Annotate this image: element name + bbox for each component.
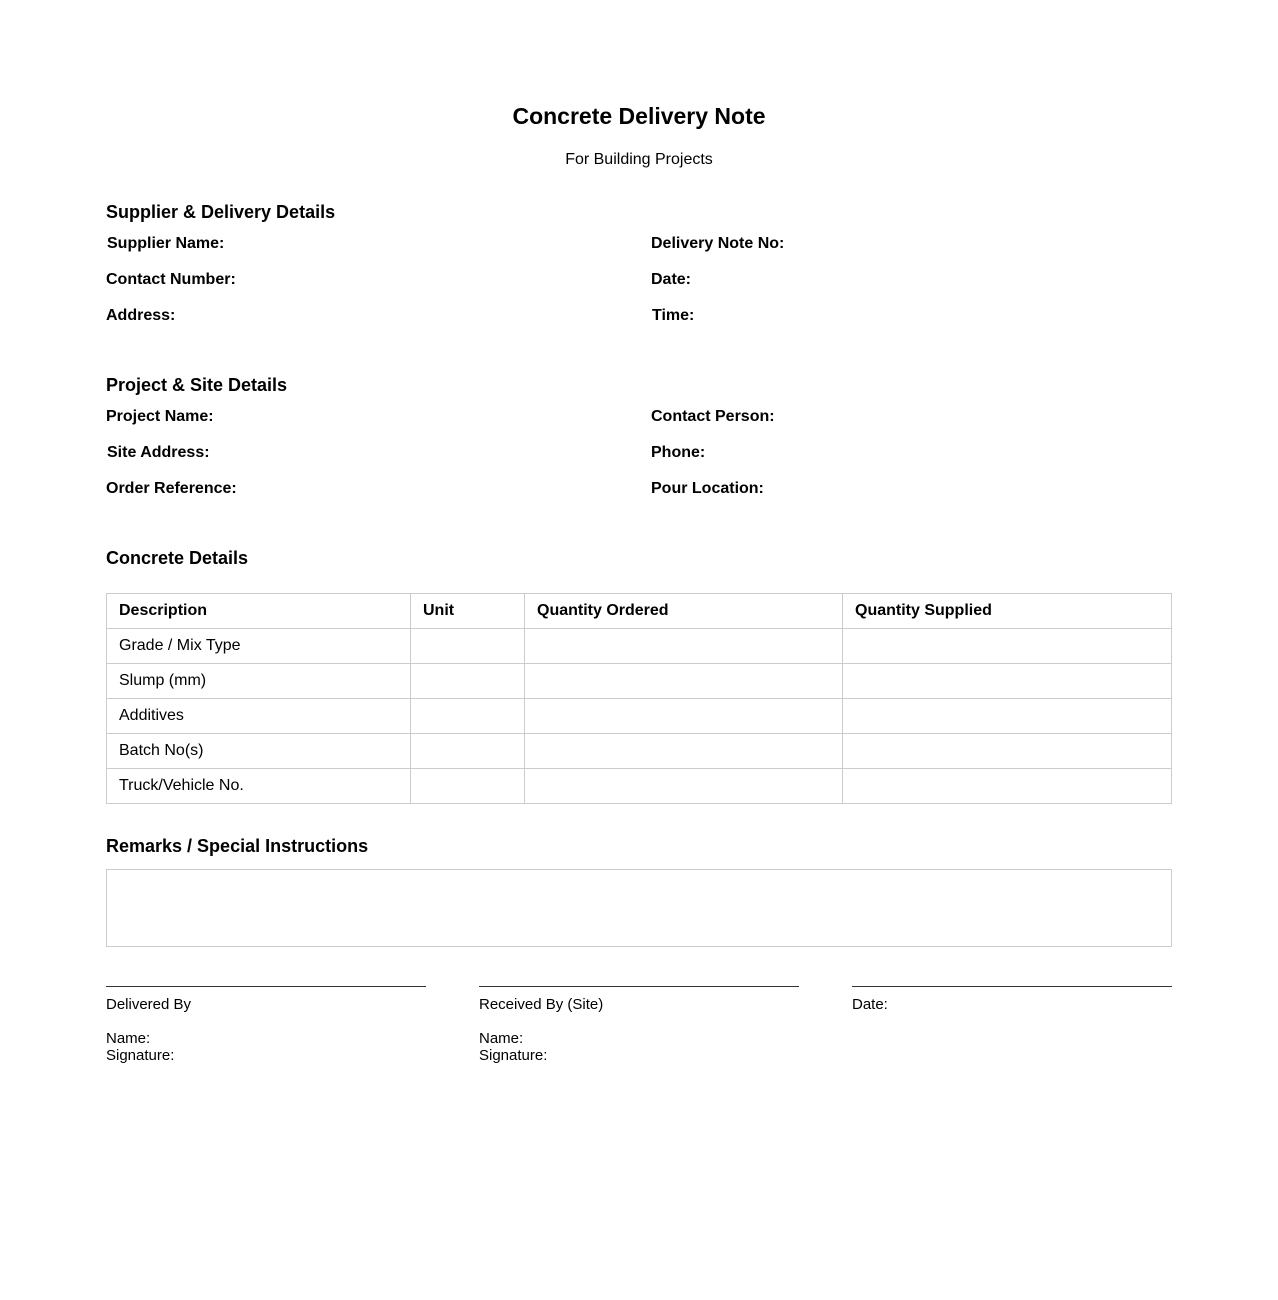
supplier-name-label: Supplier Name: [107,235,225,252]
unit-cell[interactable] [411,664,525,699]
signature-line [852,986,1172,987]
row-label: Truck/Vehicle No. [107,769,411,804]
qty-supplied-cell[interactable] [843,699,1172,734]
concrete-details-table [106,593,1172,804]
signature-line [106,986,426,987]
qty-supplied-cell[interactable] [843,734,1172,769]
column-header: Quantity Ordered [525,594,843,629]
date-block [852,986,1172,1013]
row-label: Slump (mm) [107,664,411,699]
page-title: Concrete Delivery Note [512,103,766,129]
unit-cell[interactable] [411,734,525,769]
page-subtitle: For Building Projects [565,151,713,168]
delivered-by-label: Delivered By [106,996,192,1013]
phone-label: Phone: [651,444,706,461]
row-label: Grade / Mix Type [107,629,411,664]
qty-supplied-cell[interactable] [843,769,1172,804]
signature-line [479,986,799,987]
qty-ordered-cell[interactable] [525,629,843,664]
table-row [107,734,1172,769]
qty-supplied-cell[interactable] [843,629,1172,664]
delivery-note-no-label: Delivery Note No: [651,235,785,252]
sign-date-label: Date: [852,996,888,1013]
unit-cell[interactable] [411,629,525,664]
order-reference-label: Order Reference: [106,480,237,497]
concrete-section-heading: Concrete Details [106,548,249,568]
column-header: Unit [411,594,525,629]
qty-ordered-cell[interactable] [525,699,843,734]
project-section-heading: Project & Site Details [106,375,288,395]
qty-supplied-cell[interactable] [843,664,1172,699]
table-row [107,629,1172,664]
project-name-label: Project Name: [106,408,214,425]
table-row [107,769,1172,804]
received-by-label: Received By (Site) [479,996,604,1013]
received-by-block [479,986,799,1064]
received-name-label: Name: [479,1030,524,1047]
table-row [107,664,1172,699]
delivered-name-label: Name: [106,1030,151,1047]
table-row [107,699,1172,734]
qty-ordered-cell[interactable] [525,734,843,769]
remarks-box[interactable] [106,869,1172,947]
row-label: Additives [107,699,411,734]
delivered-signature-label: Signature: [106,1047,175,1064]
address-label: Address: [106,307,176,324]
unit-cell[interactable] [411,699,525,734]
qty-ordered-cell[interactable] [525,769,843,804]
received-signature-label: Signature: [479,1047,548,1064]
site-address-label: Site Address: [107,444,210,461]
time-label: Time: [652,307,695,324]
remarks-section-heading: Remarks / Special Instructions [106,836,369,856]
supplier-section-heading: Supplier & Delivery Details [106,202,336,222]
column-header: Description [107,594,411,629]
pour-location-label: Pour Location: [651,480,764,497]
column-header: Quantity Supplied [843,594,1172,629]
delivered-by-block [106,986,426,1064]
qty-ordered-cell[interactable] [525,664,843,699]
row-label: Batch No(s) [107,734,411,769]
table-header-row [107,594,1172,629]
date-label: Date: [651,271,692,288]
contact-person-label: Contact Person: [651,408,775,425]
contact-number-label: Contact Number: [106,271,236,288]
unit-cell[interactable] [411,769,525,804]
